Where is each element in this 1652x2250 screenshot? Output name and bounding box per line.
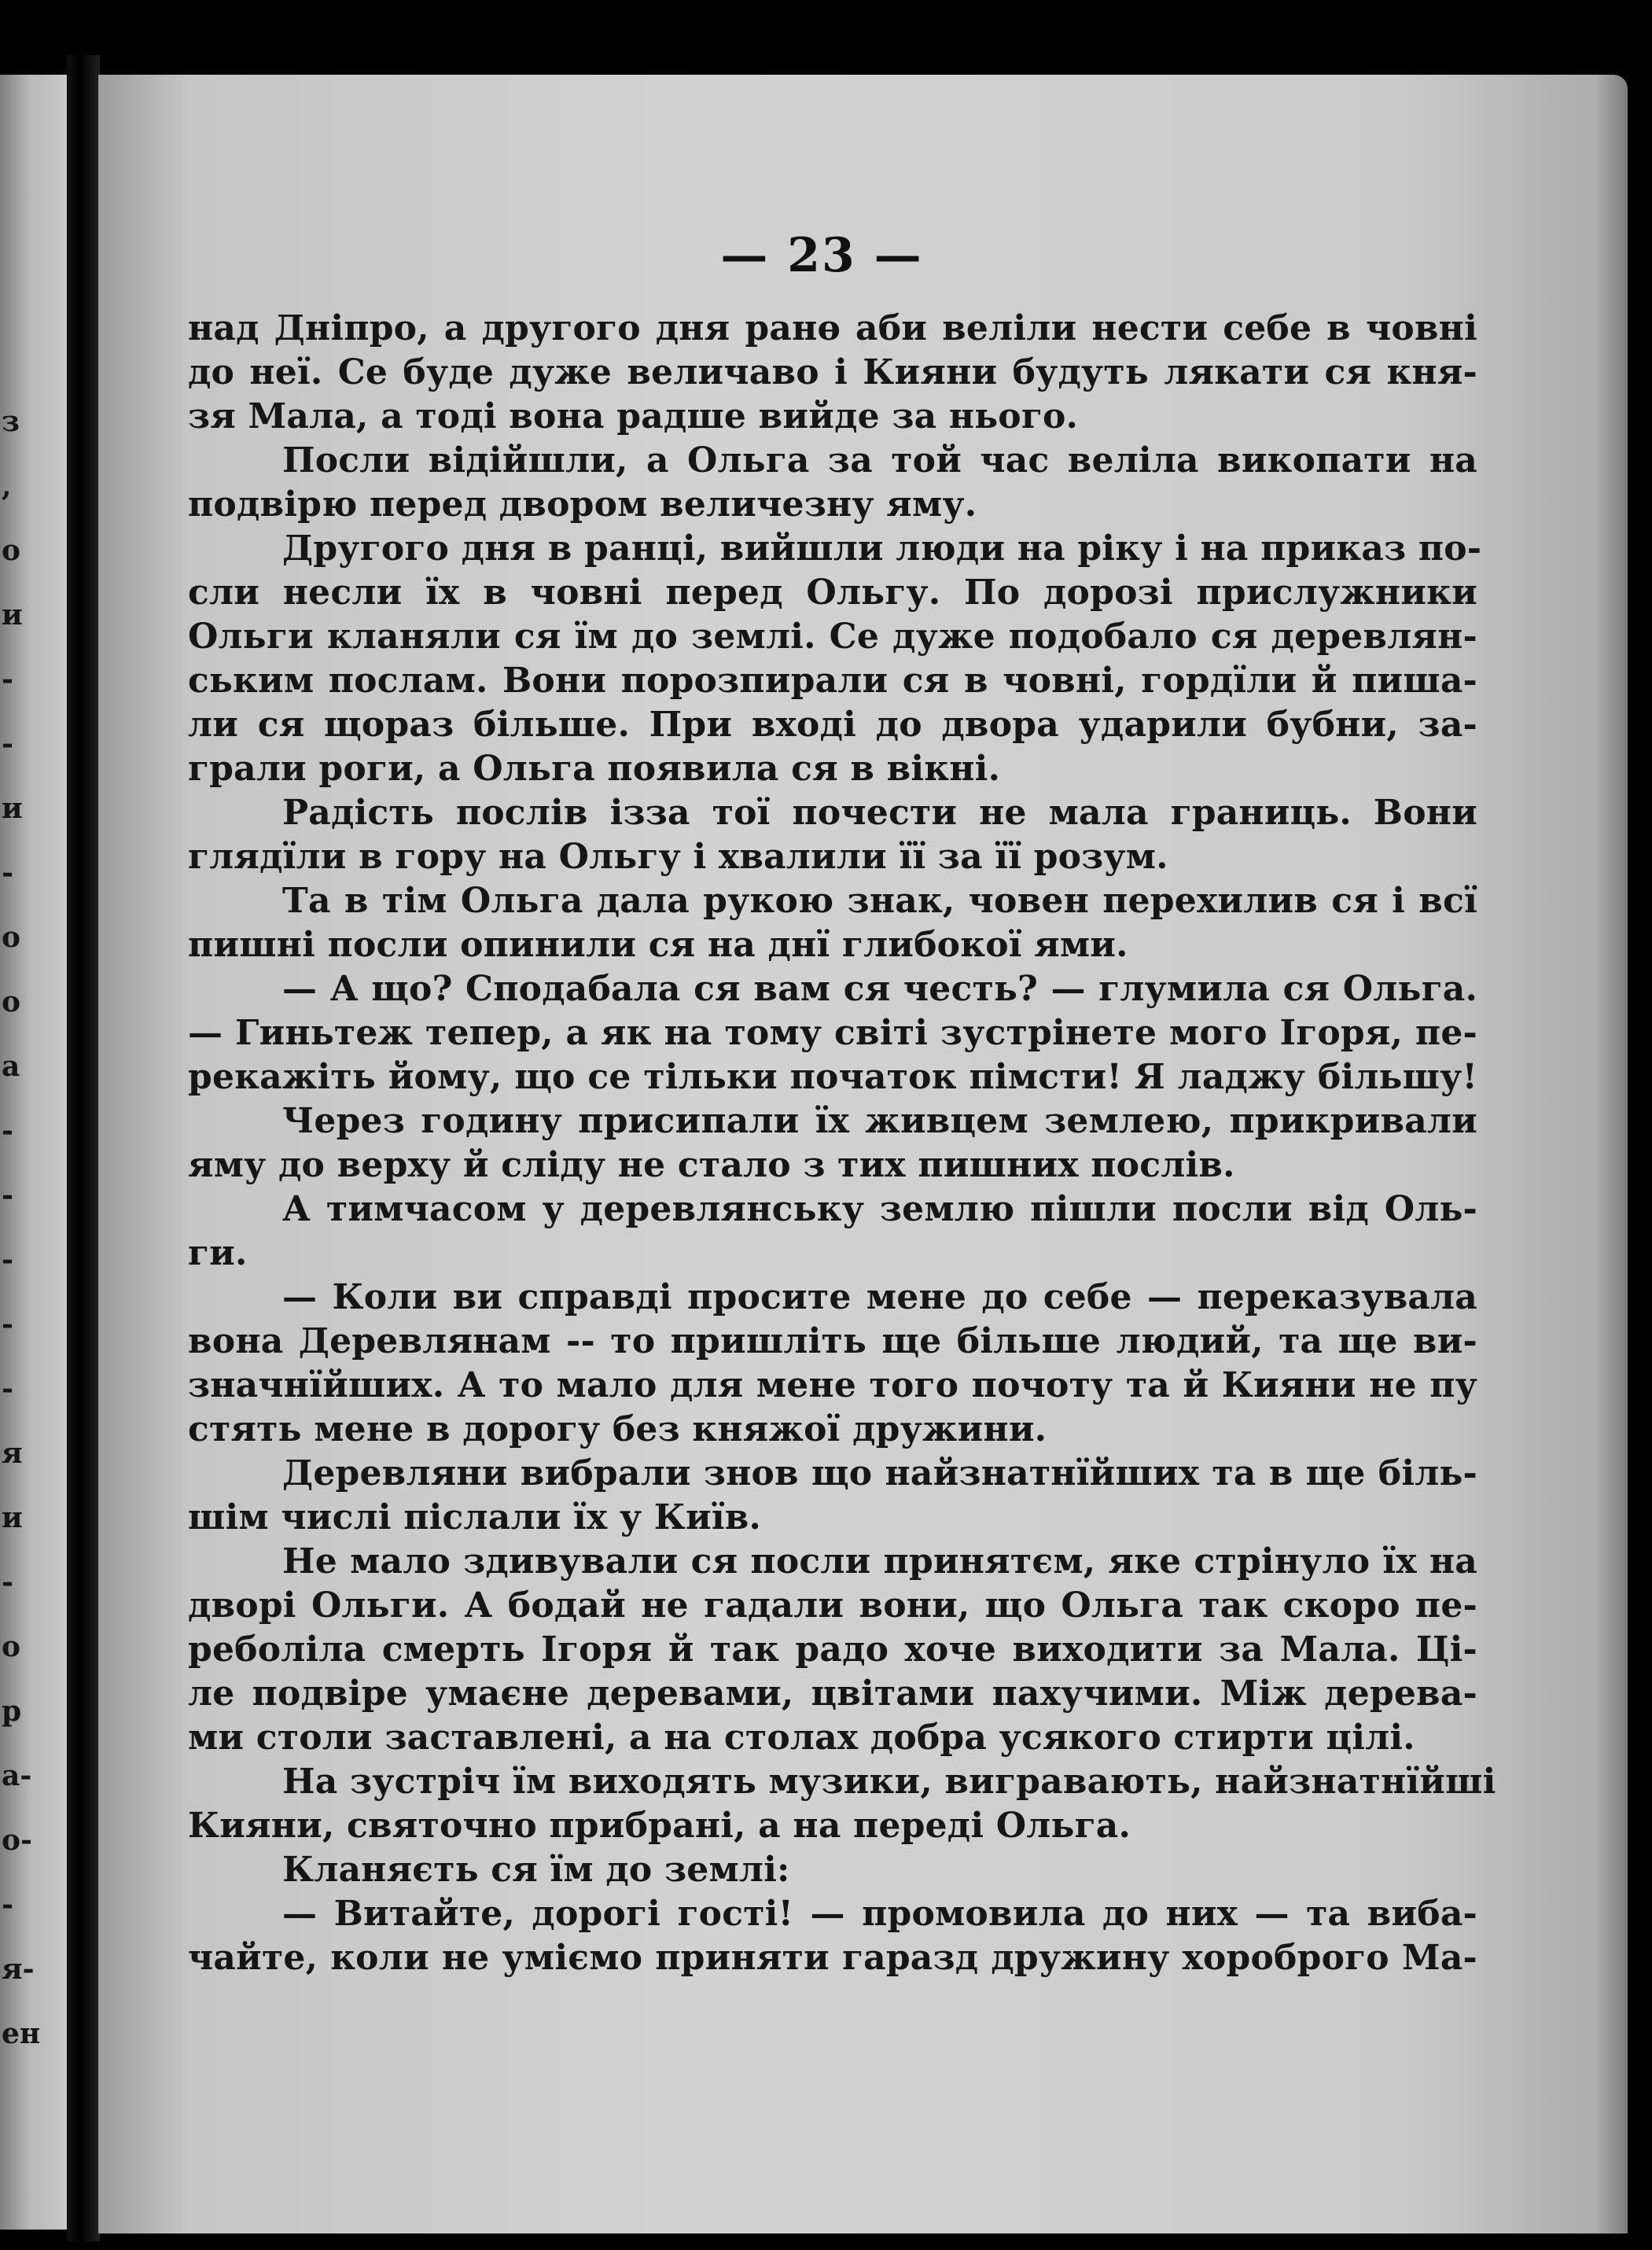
cut-text-fragment: о — [2, 534, 21, 567]
text-line: — А що? Сподабала ся вам ся честь? — глумила ся Ольга. — [282, 969, 1477, 1009]
text-line: Та в тім Ольга дала рукою знак, човен перехилив ся і всї — [282, 881, 1477, 921]
cut-text-fragment: о — [2, 985, 21, 1018]
cut-text-fragment: а — [2, 1050, 20, 1083]
text-line: до неї. Се буде дуже величаво і Кияни будуть лякати ся кня- — [188, 352, 1477, 392]
text-line: Посли відійшли, а Ольга за той час веліла викопати на — [282, 440, 1477, 481]
cut-text-fragment: р — [2, 1695, 22, 1728]
text-line: зя Мала, а тоді вона радше вийде за нього. — [188, 396, 1079, 436]
text-line: Через годину присипали їх живцем землею, прикривали — [282, 1101, 1477, 1141]
text-line: На зустріч їм виходять музики, вигравають, найзнатнїйші — [282, 1762, 1496, 1802]
text-line: значнїйших. А то мало для мене того почоту та й Кияни не пу — [188, 1365, 1477, 1405]
cut-text-fragment: - — [2, 1179, 13, 1212]
cut-text-fragment: - — [2, 727, 13, 760]
text-line: пишні посли опинили ся на днї глибокої ями. — [188, 925, 1128, 965]
cut-text-fragment: и — [2, 598, 23, 632]
cut-text-fragment: я — [2, 1437, 23, 1470]
cut-text-fragment: и — [2, 792, 23, 825]
text-line: реболіла смерть Ігоря й так радо хоче виходити за Мала. Ці- — [188, 1630, 1477, 1670]
cut-text-fragment: - — [2, 1308, 13, 1341]
text-line: Радість послів ізза тої почести не мала границь. Вони — [282, 793, 1477, 833]
text-line: ле подвіре умаєне деревами, цвітами пахучими. Між дерева- — [188, 1674, 1477, 1714]
text-line: шім числі післали їх у Київ. — [188, 1497, 762, 1537]
page-shadow — [1596, 75, 1628, 2233]
cut-text-fragment: - — [2, 1888, 13, 1921]
text-line: — Коли ви справді просите мене до себе — переказувала — [282, 1277, 1477, 1317]
text-line: подвірю перед двором величезну яму. — [188, 484, 977, 525]
text-line: Кланяєть ся їм до землі: — [282, 1850, 790, 1890]
text-line: А тимчасом у деревлянську землю пішли посли від Оль- — [282, 1189, 1477, 1229]
text-line: ги. — [188, 1233, 248, 1273]
cut-text-fragment: - — [2, 1243, 13, 1276]
cut-text-fragment: - — [2, 1566, 13, 1599]
text-line: Другого дня в ранці, вийшли люди на ріку і на приказ по- — [282, 528, 1482, 569]
text-line: Не мало здивували ся посли принятєм, яке стрінуло їх на — [282, 1541, 1477, 1582]
cut-text-fragment: о- — [2, 1824, 32, 1857]
text-line: грали роги, а Ольга появила ся в вікні. — [188, 749, 1001, 789]
text-line: стять мене в дорогу без княжої дружини. — [188, 1409, 1047, 1449]
book-page — [98, 75, 1628, 2233]
cut-text-fragment: о — [2, 921, 21, 954]
text-line: дворі Ольги. А бодай не гадали вони, що Ольга так скоро пе- — [188, 1585, 1477, 1626]
cut-text-fragment: - — [2, 856, 13, 889]
text-line: ми столи заставлені, а на столах добра усякого стирти цілі. — [188, 1718, 1415, 1758]
page-number: — 23 — — [720, 228, 923, 283]
text-line: Деревляни вибрали знов що найзнатнїйших та в ще біль- — [282, 1453, 1477, 1493]
cut-text-fragment: - — [2, 1372, 13, 1405]
text-line: глядїли в гору на Ольгу і хвалили її за її розум. — [188, 837, 1168, 877]
text-line: — Витайте, дорогі гості! — промовила до них — та виба- — [282, 1894, 1477, 1934]
text-line: — Гиньтеж тепер, а як на тому світі зустрінете мого Ігоря, пе- — [188, 1013, 1477, 1053]
text-line: Ольги кланяли ся їм до землі. Се дуже подобало ся деревлян- — [188, 617, 1477, 657]
cut-text-fragment: ен — [2, 2017, 41, 2050]
text-line: ським послам. Вони порозпирали ся в човні, гордїли й пиша- — [188, 661, 1477, 701]
cut-text-fragment: а- — [2, 1759, 32, 1792]
cut-text-fragment: , — [2, 470, 12, 503]
text-line: над Дніпро, а другого дня ранө аби веліли нести себе в човні — [188, 308, 1477, 348]
cut-text-fragment: - — [2, 1114, 13, 1147]
text-line: рекажіть йому, що се тільки початок пімсти! Я ладжу більшу! — [188, 1057, 1477, 1097]
cut-text-fragment: о — [2, 1630, 21, 1663]
cut-text-fragment: и — [2, 1501, 23, 1534]
left-page-edge — [0, 75, 67, 2230]
text-line: яму до верху й сліду не стало з тих пишних послів. — [188, 1145, 1235, 1185]
page-text — [188, 307, 1496, 1980]
text-line: сли несли їх в човні перед Ольгу. По дорозі прислужники — [188, 573, 1477, 613]
text-line: Кияни, святочно прибрані, а на переді Ольга. — [188, 1806, 1131, 1846]
cut-text-fragment: я- — [2, 1953, 35, 1986]
cut-text-fragment: з — [2, 405, 20, 438]
text-line: чайте, коли не уміємо приняти гаразд дружину хороброго Ма- — [188, 1938, 1477, 1978]
text-line: ли ся щораз більше. При вході до двора ударили бубни, за- — [188, 705, 1477, 745]
text-line: вона Деревлянам -- то пришліть ще більше людий, та ще ви- — [188, 1321, 1477, 1361]
cut-text-fragment: - — [2, 663, 13, 696]
book-gutter — [67, 55, 100, 2241]
